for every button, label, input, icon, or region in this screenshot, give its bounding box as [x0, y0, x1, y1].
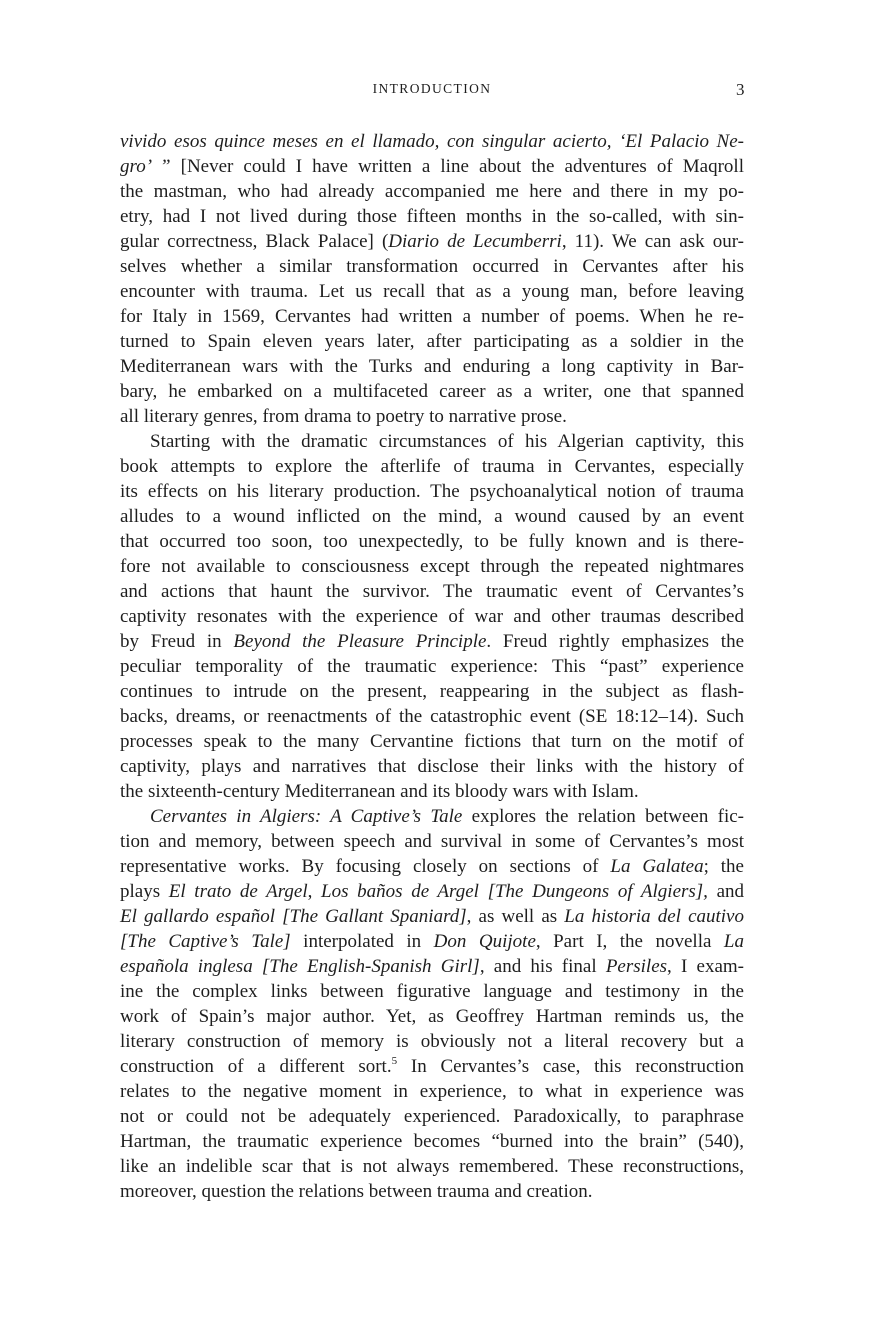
text-line: and actions that haunt the survivor. The traumatic event of Cervantes’s [120, 581, 744, 602]
text-line: that occurred too soon, too unexpectedly, to be fully known and is there- [120, 531, 744, 552]
text-line: plays El trato de Argel, Los baños de Argel [The Dungeons of Algiers], and [120, 881, 745, 902]
text-line: captivity, plays and narratives that disclose their links with the history of [120, 756, 744, 777]
text-line: ine the complex links between figurative language and testimony in the [120, 981, 744, 1002]
text-line: work of Spain’s major author. Yet, as Geoffrey Hartman reminds us, the [120, 1006, 744, 1027]
text-line: continues to intrude on the present, reappearing in the subject as flash- [120, 681, 744, 702]
text-line: encounter with trauma. Let us recall that as a young man, before leaving [120, 281, 744, 302]
text-line: etry, had I not lived during those fifteen months in the so-called, with sin- [120, 206, 744, 227]
text-line: like an indelible scar that is not always remembered. These reconstructions, [120, 1156, 744, 1177]
text-line: backs, dreams, or reenactments of the catastrophic event (SE 18:12–14). Such [120, 706, 744, 727]
text-line: all literary genres, from drama to poetry to narrative prose. [120, 406, 567, 427]
running-title: INTRODUCTION [372, 81, 492, 96]
text-line: book attempts to explore the afterlife of trauma in Cervantes, especially [120, 456, 744, 477]
text-line: gular correctness, Black Palace] (Diario de Lecumberri, 11). We can ask our- [120, 231, 745, 252]
text-line: turned to Spain eleven years later, after participating as a soldier in the [120, 331, 744, 352]
text-line: Mediterranean wars with the Turks and enduring a long captivity in Bar- [120, 356, 744, 377]
text-line: El gallardo español [The Gallant Spaniard], as well as La historia del cautivo [120, 906, 744, 927]
text-line: not or could not be adequately experienced. Paradoxically, to paraphrase [120, 1106, 744, 1127]
text-line: construction of a different sort.$^5$ In Cervantes’s case, this reconstruction [120, 1054, 744, 1077]
text-line: its effects on his literary production. The psychoanalytical notion of trauma [120, 481, 744, 502]
text-line: processes speak to the many Cervantine fictions that turn on the motif of [120, 731, 744, 752]
text-line: vivido esos quince meses en el llamado, con singular acierto, ‘El Palacio Ne- [120, 131, 744, 152]
text-line: tion and memory, between speech and survival in some of Cervantes’s most [120, 831, 744, 852]
text-line: Hartman, the traumatic experience becomes “burned into the brain” (540), [120, 1131, 744, 1152]
text-line: Cervantes in Algiers: A Captive’s Tale explores the relation between fic- [150, 806, 744, 827]
text-line: Starting with the dramatic circumstances of his Algerian captivity, this [150, 431, 744, 452]
text-line: the mastman, who had already accompanied me here and there in my po- [120, 181, 744, 202]
running-head [0, 81, 882, 101]
text-line: representative works. By focusing closely on sections of La Galatea; the [120, 856, 744, 877]
body-text [120, 129, 744, 1204]
page-number: 3 [736, 80, 745, 99]
text-line: by Freud in Beyond the Pleasure Principle. Freud rightly emphasizes the [120, 631, 745, 652]
text-line: moreover, question the relations between trauma and creation. [120, 1181, 593, 1202]
text-line: gro’ ” [Never could I have written a line about the adventures of Maqroll [120, 156, 744, 177]
text-line: relates to the negative moment in experience, to what in experience was [120, 1081, 744, 1102]
text-line: fore not available to consciousness except through the repeated nightmares [120, 556, 744, 577]
text-line: bary, he embarked on a multifaceted career as a writer, one that spanned [120, 381, 744, 402]
text-line: captivity resonates with the experience of war and other traumas described [120, 606, 744, 627]
text-line: the sixteenth-century Mediterranean and its bloody wars with Islam. [120, 781, 639, 802]
text-line: [The Captive’s Tale] interpolated in Don Quijote, Part I, the novella La [120, 931, 744, 952]
text-line: peculiar temporality of the traumatic experience: This “past” experience [120, 656, 744, 677]
text-line: literary construction of memory is obviously not a literal recovery but a [120, 1031, 744, 1052]
text-line: alludes to a wound inflicted on the mind, a wound caused by an event [120, 506, 744, 527]
text-line: for Italy in 1569, Cervantes had written a number of poems. When he re- [120, 306, 744, 327]
text-line: española inglesa [The English-Spanish Girl], and his final Persiles, I exam- [120, 956, 744, 977]
text-line: selves whether a similar transformation occurred in Cervantes after his [120, 256, 744, 277]
